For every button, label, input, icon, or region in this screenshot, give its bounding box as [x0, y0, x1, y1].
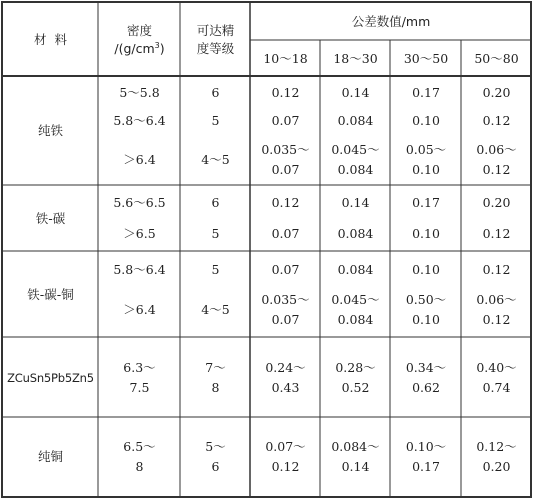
- header-range: 50～80: [474, 50, 519, 66]
- tolerance-cell: 0.24～ 0.43: [265, 359, 306, 395]
- tolerance-cell: 0.34～ 0.62: [405, 359, 447, 395]
- tolerance-cell: 0.06～ 0.12: [476, 142, 517, 177]
- tolerance-cell: 0.14: [341, 85, 370, 100]
- tolerance-cell: 0.14: [341, 195, 370, 210]
- tolerance-cell: 0.10: [412, 226, 440, 241]
- grade-cell: 5～ 6: [205, 439, 226, 474]
- material-cell: 铁-碳: [35, 210, 66, 226]
- grade-cell: 4～5: [201, 152, 230, 167]
- tolerance-cell: 0.07: [271, 262, 300, 277]
- material-cell: 铁-碳-铜: [27, 286, 74, 302]
- tolerance-cell: 0.084: [337, 226, 374, 241]
- density-cell: ＞6.4: [123, 152, 156, 167]
- density-cell: 5～5.8: [119, 85, 160, 100]
- tolerance-cell: 0.28～ 0.52: [335, 359, 376, 395]
- tolerance-cell: 0.07～ 0.12: [265, 439, 306, 474]
- grade-cell: 4～5: [201, 302, 230, 317]
- tolerance-cell: 0.20: [482, 85, 511, 100]
- tolerance-cell: 0.12: [482, 113, 511, 128]
- grade-cell: 6: [211, 85, 220, 100]
- tolerance-cell: 0.10: [412, 113, 440, 128]
- material-cell: 纯铜: [37, 449, 63, 464]
- tolerance-cell: 0.10: [412, 262, 440, 277]
- tolerance-cell: 0.40～ 0.74: [476, 359, 517, 395]
- density-cell: ＞6.5: [123, 226, 156, 241]
- grade-cell: 6: [211, 195, 220, 210]
- header-tolerance-title: 公差数值/mm: [351, 13, 431, 29]
- tolerance-cell: 0.035～ 0.07: [261, 292, 310, 327]
- header-range: 18～30: [333, 50, 378, 66]
- grade-cell: 5: [211, 113, 220, 128]
- tolerance-cell: 0.20: [482, 195, 511, 210]
- header-range: 10～18: [263, 50, 308, 66]
- grade-cell: 5: [211, 226, 220, 241]
- grade-cell: 5: [211, 262, 220, 277]
- tolerance-cell: 0.50～ 0.10: [405, 292, 447, 327]
- density-cell: 6.5～ 8: [123, 439, 156, 474]
- tolerance-cell: 0.17: [412, 195, 440, 210]
- tolerance-cell: 0.12: [482, 226, 511, 241]
- tolerance-cell: 0.05～ 0.10: [405, 142, 447, 177]
- tolerance-cell: 0.06～ 0.12: [476, 292, 517, 327]
- material-cell: ZCuSn5Pb5Zn5: [7, 370, 94, 385]
- header-density: 密度 $/(g/cm^3)$: [114, 22, 165, 56]
- tolerance-cell: 0.12: [271, 195, 300, 210]
- header-grade: 可达精 度等级: [196, 22, 235, 56]
- tolerance-cell: 0.045～ 0.084: [331, 292, 380, 327]
- tolerance-cell: 0.17: [412, 85, 440, 100]
- density-cell: 5.6～6.5: [113, 195, 166, 210]
- density-cell: 5.8～6.4: [113, 113, 166, 128]
- density-cell: ＞6.4: [123, 302, 156, 317]
- tolerance-cell: 0.084: [337, 113, 374, 128]
- tolerance-cell: 0.12: [482, 262, 511, 277]
- tolerance-cell: 0.07: [271, 113, 300, 128]
- header-material: 材 料: [34, 31, 67, 47]
- tolerance-cell: 0.12～ 0.20: [476, 439, 517, 474]
- material-cell: 纯铁: [37, 123, 63, 138]
- grade-cell: 7～ 8: [205, 359, 226, 395]
- tolerance-cell: 0.035～ 0.07: [261, 142, 310, 177]
- tolerance-cell: 0.10～ 0.17: [405, 439, 447, 474]
- density-cell: 5.8～6.4: [113, 262, 166, 277]
- tolerance-cell: 0.084～ 0.14: [331, 439, 380, 474]
- tolerance-cell: 0.07: [271, 226, 300, 241]
- tolerance-cell: 0.045～ 0.084: [331, 142, 380, 177]
- tolerance-cell: 0.12: [271, 85, 300, 100]
- tolerance-cell: 0.084: [337, 262, 374, 277]
- density-cell: 6.3～ 7.5: [123, 359, 156, 395]
- header-range: 30～50: [403, 50, 449, 66]
